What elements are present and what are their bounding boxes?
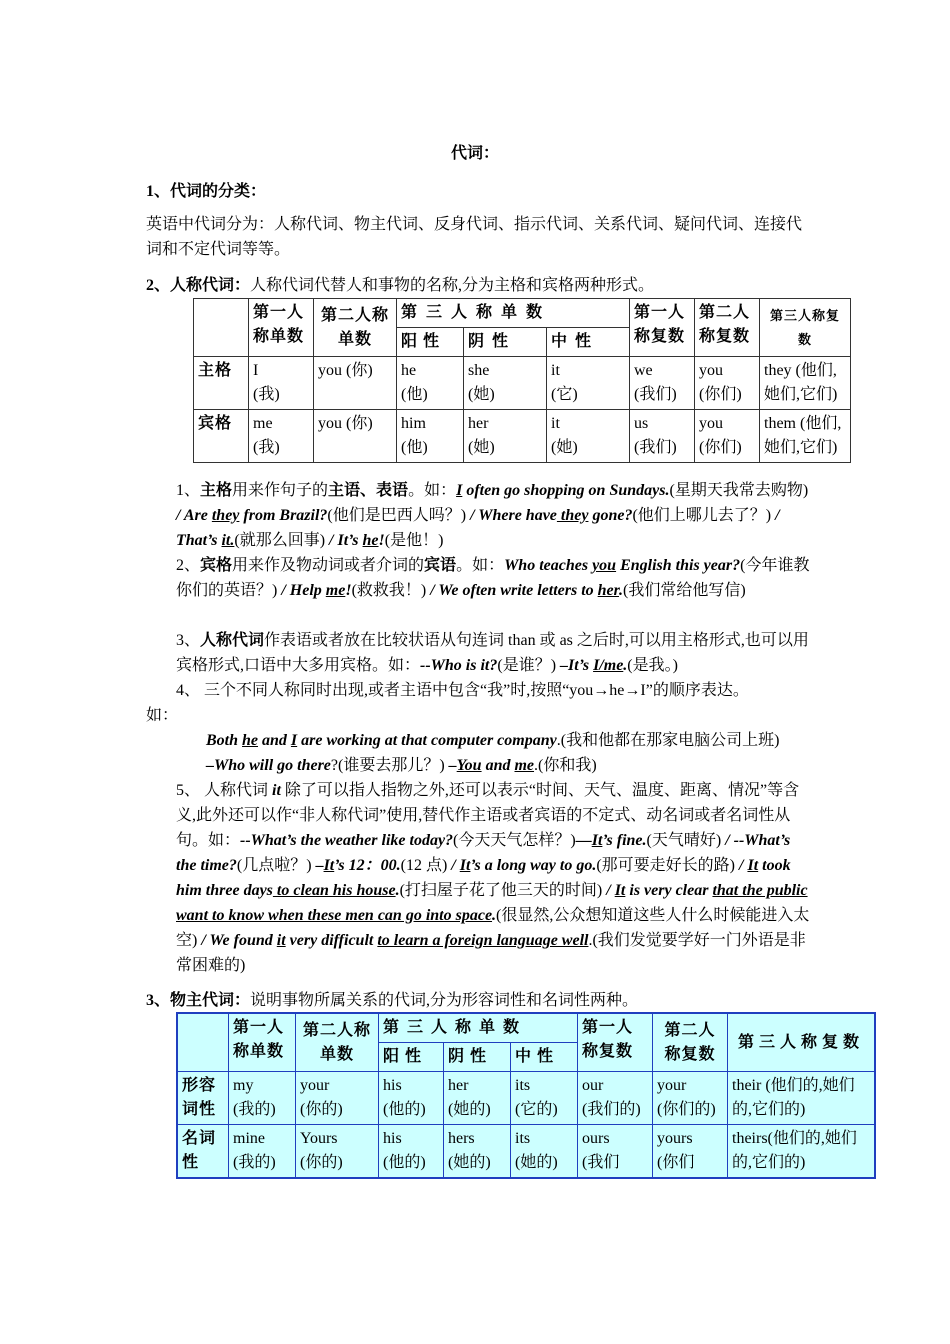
cell: our (我们的)	[578, 1072, 653, 1125]
row-label-adjectival: 形容词性	[177, 1072, 229, 1125]
cell: they (他们, 她们,它们)	[760, 357, 851, 410]
th-second-pl: 第二人称复数	[653, 1013, 728, 1072]
cell: them (他们, 她们,它们)	[760, 410, 851, 463]
cell: theirs(他们的,她们的,它们的)	[728, 1125, 876, 1179]
table-row	[194, 410, 851, 463]
table-row	[177, 1125, 875, 1179]
section-2-title: 2、人称代词：	[146, 277, 251, 294]
table-row	[177, 1072, 875, 1125]
section-2-heading	[146, 273, 811, 298]
th-fem: 阴性	[464, 328, 547, 357]
cell: his (他的)	[379, 1125, 444, 1179]
cell: their (他们的,她们的,它们的)	[728, 1072, 876, 1125]
th-neut: 中性	[547, 328, 630, 357]
th-neut: 中性	[511, 1043, 578, 1072]
cell: mine (我的)	[229, 1125, 296, 1179]
cell: his (他的)	[379, 1072, 444, 1125]
section-1-heading: 1、代词的分类：	[146, 183, 267, 200]
th-third-sg: 第三人称单数	[379, 1013, 578, 1043]
section-3-heading	[146, 988, 811, 1013]
th-second-sg: 第二人称单数	[314, 299, 397, 357]
cell: its (它的)	[511, 1072, 578, 1125]
cell: she (她)	[464, 357, 547, 410]
cell: you (你)	[314, 357, 397, 410]
note-4-prefix: 如：	[146, 707, 179, 724]
note-2: 2、宾格用来作及物动词或者介词的宾语。如：Who teaches you English this year?(今年谁教你们的英语？) / Help me!(救救我！) / We often write letters to her.(我们常给他写信)	[176, 557, 810, 599]
th-masc: 阳性	[397, 328, 464, 357]
note-4-example: Both he and I are working at that computer company.(我和他都在那家电脑公司上班) –Who will go there?(谁要去那儿？) –You and me.(你和我)	[206, 732, 780, 774]
cell: my (我的)	[229, 1072, 296, 1125]
table-row	[194, 357, 851, 410]
cell: it (她)	[547, 410, 630, 463]
cell: I (我)	[249, 357, 314, 410]
cell: yours (你们	[653, 1125, 728, 1179]
cell: hers (她的)	[444, 1125, 511, 1179]
personal-pronoun-table	[193, 298, 851, 463]
row-label-nominal: 名词性	[177, 1125, 229, 1179]
th-first-pl: 第一人称复数	[630, 299, 695, 357]
cell: we (我们)	[630, 357, 695, 410]
row-label-objective: 宾格	[194, 410, 249, 463]
note-4: 4、 三个不同人称同时出现,或者主语中包含“我”时,按照“you→he→I”的顺序表达。	[176, 682, 749, 699]
section-3-desc: 说明事物所属关系的代词,分为形容词性和名词性两种。	[250, 992, 639, 1009]
th-fem: 阴性	[444, 1043, 511, 1072]
cell: you (你)	[314, 410, 397, 463]
th-first-pl: 第一人称复数	[578, 1013, 653, 1072]
th-first-sg: 第一人称单数	[249, 299, 314, 357]
cell: her (她)	[464, 410, 547, 463]
table-corner	[177, 1013, 229, 1072]
cell: Yours (你的)	[296, 1125, 379, 1179]
th-second-pl: 第二人称复数	[695, 299, 760, 357]
table-corner	[194, 299, 249, 357]
cell: me (我)	[249, 410, 314, 463]
possessive-pronoun-table	[176, 1012, 876, 1179]
cell: you (你们)	[695, 357, 760, 410]
cell: your (你们的)	[653, 1072, 728, 1125]
th-third-sg: 第三人称单数	[397, 299, 630, 328]
th-second-sg: 第二人称单数	[296, 1013, 379, 1072]
row-label-nominative: 主格	[194, 357, 249, 410]
cell: he (他)	[397, 357, 464, 410]
note-1: 1、主格用来作句子的主语、表语。如：I often go shopping on Sundays.(星期天我常去购物) / Are they from Brazil?(他们是巴西人吗？) / Where have they gone?(他们上哪儿去了？) / That’s it.(就那么回事) / It’s he!(是他！)	[176, 482, 809, 549]
cell: you (你们)	[695, 410, 760, 463]
th-third-pl: 第三人称复数	[760, 299, 851, 357]
cell: him (他)	[397, 410, 464, 463]
section-3-title: 3、物主代词：	[146, 992, 251, 1009]
cell: her (她的)	[444, 1072, 511, 1125]
th-first-sg: 第一人称单数	[229, 1013, 296, 1072]
section-2-desc: 人称代词代替人和事物的名称,分为主格和宾格两种形式。	[250, 277, 655, 294]
th-masc: 阳性	[379, 1043, 444, 1072]
page-title: 代词：	[450, 145, 499, 162]
cell: ours (我们	[578, 1125, 653, 1179]
section-1-text: 英语中代词分为：人称代词、物主代词、反身代词、指示代词、关系代词、疑问代词、连接代词和不定代词等等。	[146, 216, 803, 258]
cell: us (我们)	[630, 410, 695, 463]
cell: your (你的)	[296, 1072, 379, 1125]
cell: its (她的)	[511, 1125, 578, 1179]
cell: it (它)	[547, 357, 630, 410]
note-3: 3、人称代词作表语或者放在比较状语从句连词 than 或 as 之后时,可以用主格形式,也可以用宾格形式,口语中大多用宾格。如：--Who is it?(是谁？) –It’s I/me.(是我。)	[176, 632, 809, 674]
note-5: 5、 人称代词 it 除了可以指人指物之外,还可以表示“时间、天气、温度、距离、情况”等含义,此外还可以作“非人称代词”使用,替代作主语或者宾语的不定式、动名词或者名词性从句。如：--What’s the weather like today?(今天天气怎样？)—It’s fine.(天气晴好) / --What’s the time?(几点啦？) –It’s 12：00.(12 点) / It’s a long way to go.(那可要走好长的路) / It took him three days to clean his house.(打扫屋子花了他三天的时间) / It is very clear that the public want to know when these men can go into space.(很显然,公众想知道这些人什么时候能进入太空) / We found it very difficult to learn a foreign language well.(我们发觉要学好一门外语是非常困难的)	[176, 782, 810, 974]
th-third-pl: 第三人称复数	[728, 1013, 876, 1072]
